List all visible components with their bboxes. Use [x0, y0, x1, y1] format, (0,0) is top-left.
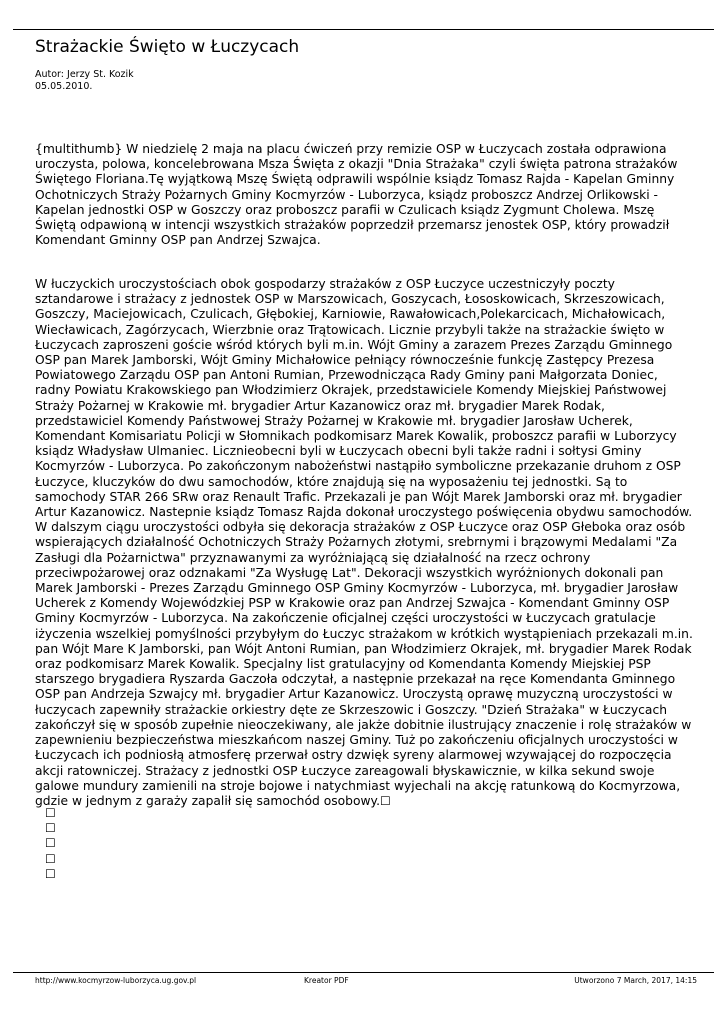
article-paragraph-2: [35, 277, 695, 809]
article-paragraph-2-text: W łuczyckich uroczystościach obok gospodarzy strażaków z OSP Łuczyce uczestniczyły poczty sztandarowe i strażacy z jednostek OSP w Marszowicach, Goszycach, Łososkowicach, Skrzeszowicach, Goszczy, Maciejowicach, Czulicach, Głębokiej, Karniowie, Rawałowicach,Polekarcicach, Michałowicach, Wiecławicach, Zagórzycach, Wierzbnie oraz Trątowicach. Licznie przybyli także na strażackie święto w Łuczycach zaproszeni goście wśród których byli m.in. Wójt Gminy a zarazem Prezes Zarządu Gminnego OSP pan Marek Jamborski, Wójt Gminy Michałowice pełniący równocześnie funkcję Zastępcy Prezesa Powiatowego Zarządu OSP pan Antoni Rumian, Przewodnicząca Rady Gminy pani Małgorzata Doniec, radny Powiatu Krakowskiego pan Włodzimierz Okrajek, przedstawiciele Komendy Miejskiej Państwowej Straży Pożarnej w Krakowie mł. brygadier Artur Kazanowicz oraz mł. brygadier Marek Rodak, przedstawiciel Komendy Państwowej Straży Pożarnej w Krakowie mł. brygadier Jarosław Ucherek, Komendant Komisariatu Policji w Słomnikach podkomisarz Marek Kowalik, proboszcz parafii w Luborzycy ksiądz Władysław Ulmaniec. Licznieobecni byli w Łuczycach obecni byli także radni i sołtysi Gminy Kocmyrzów - Luborzyca. Po zakończonym nabożeństwi nastąpiło symboliczne przekazanie druhom z OSP Łuczyce, kluczyków do dwu samochodów, które znajdują się na wyposażeniu tej jednostki. Są to samochody STAR 266 SRw oraz Renault Trafic. Przekazali je pan Wójt Marek Jamborski oraz mł. brygadier Artur Kazanowicz. Nastepnie ksiądz Tomasz Rajda dokonał uroczystego poświęcenia obydwu samochodów. W dalszym ciągu uroczystości odbyła się dekoracja strażaków z OSP Łuczyce oraz OSP Głeboka oraz osób wspierających działalność Ochotniczych Straży Pożarnych złotymi, srebrnymi i brązowymi Medalami "Za Zasługi dla Pożarnictwa" przyznawanymi za wyróżniającą się działalność na rzecz ochrony przeciwpożarowej oraz odznakami "Za Wysługę Lat". Dekoracji wszystkich wyróżnionych dokonali pan Marek Jamborski - Prezes Zarządu Gminnego OSP Gminy Kocmyrzów - Luborzyca, mł. brygadier Jarosław Ucherek z Komendy Wojewódzkiej PSP w Krakowie oraz pan Andrzej Szwajca - Komendant Gminny OSP Gminy Kocmyrzów - Luborzyca. Na zakończenie oficjalnej części uroczystości w Łuczycach gratulacje iżyczenia wszelkiej pomyślności przybyłym do Łuczyc strażakom w krótkich wystąpieniach przekazali m.in. pan Wójt Mare K Jamborski, pan Wójt Antoni Rumian, pan Włodzimierz Okrajek, mł. brygadier Marek Rodak oraz podkomisarz Marek Kowalik. Specjalny list gratulacyjny od Komendanta Komendy Miejskiej PSP starszego brygadiera Ryszarda Gaczoła odczytał, a następnie przekazał na ręce Komendanta Gminnego OSP pan Andrzeja Szwajcy mł. brygadier Artur Kazanowicz. Uroczystą oprawę muzyczną uroczystości w łuczycach zapewniły strażackie orkiestry dęte ze Skrzeszowic i Goszczy. "Dzień Strażaka" w Łuczycach zakończył się w sposób zupełnie nieoczekiwany, ale jakże dobitnie ilustrujący znaczenie i rolę strażaków w zapewnieniu bezpieczeństwa mieszkańcom naszej Gminy. Tuż po zakończeniu oficjalnych uroczystości w Łuczycach ich podniosłą atmosferę przerwał ostry dzwięk syreny alarmowej wzywającej do rozpoczęcia akcji ratowniczej. Strażacy z jednostki OSP Łuczyce zareagowali błyskawicznie, w kilka sekund swoje galowe mundury zamienili na stroje bojowe i natychmiast wyjechali na akcję ratunkową do Kocmyrzowa, gdzie w jednym z garaży zapalił się samochód osobowy.: [35, 277, 693, 808]
article-date: 05.05.2010.: [35, 81, 93, 92]
footer-generator: Kreator PDF: [304, 976, 349, 985]
footer-created: Utworzono 7 March, 2017, 14:15: [574, 976, 697, 985]
missing-glyph-box-icon: ☐: [379, 793, 391, 808]
missing-glyph-box-icon: ☐: [45, 866, 56, 881]
article-paragraph-1: {multithumb} W niedzielę 2 maja na placu ćwiczeń przy remizie OSP w Łuczycach została odprawiona uroczysta, polowa, koncelebrowana Msza Święta z okazji "Dnia Strażaka" czyli święta patrona strażaków Świętego Floriana.Tę wyjątkową Mszę Świętą odprawili wspólnie ksiądz Tomasz Rajda - Kapelan Gminny Ochotniczych Straży Pożarnych Gminy Kocmyrzów - Luborzyca, ksiądz proboszcz Andrzej Orlikowski - Kapelan jednostki OSP w Goszczy oraz proboszcz parafii w Czulicach ksiądz Zygmunt Cholewa. Mszę Świętą odpawioną w intencji wszystkich strażaków poprzedził przemarsz jenostek OSP, który prowadził Komendant Gminny OSP pan Andrzej Szwajca.: [35, 142, 678, 248]
footer-url[interactable]: http://www.kocmyrzow-luborzyca.ug.gov.pl: [35, 976, 197, 985]
article-title: Strażackie Święto w Łuczycach: [35, 37, 300, 57]
missing-glyph-box-icon: ☐: [45, 851, 56, 866]
missing-glyph-list: [45, 806, 56, 882]
missing-glyph-box-icon: ☐: [45, 836, 56, 851]
footer-rule: [13, 972, 714, 973]
missing-glyph-box-icon: ☐: [45, 806, 56, 820]
header-rule: [13, 29, 714, 30]
missing-glyph-box-icon: ☐: [45, 821, 56, 836]
article-meta: [35, 69, 134, 93]
article-author: Autor: Jerzy St. Kozik: [35, 69, 134, 80]
